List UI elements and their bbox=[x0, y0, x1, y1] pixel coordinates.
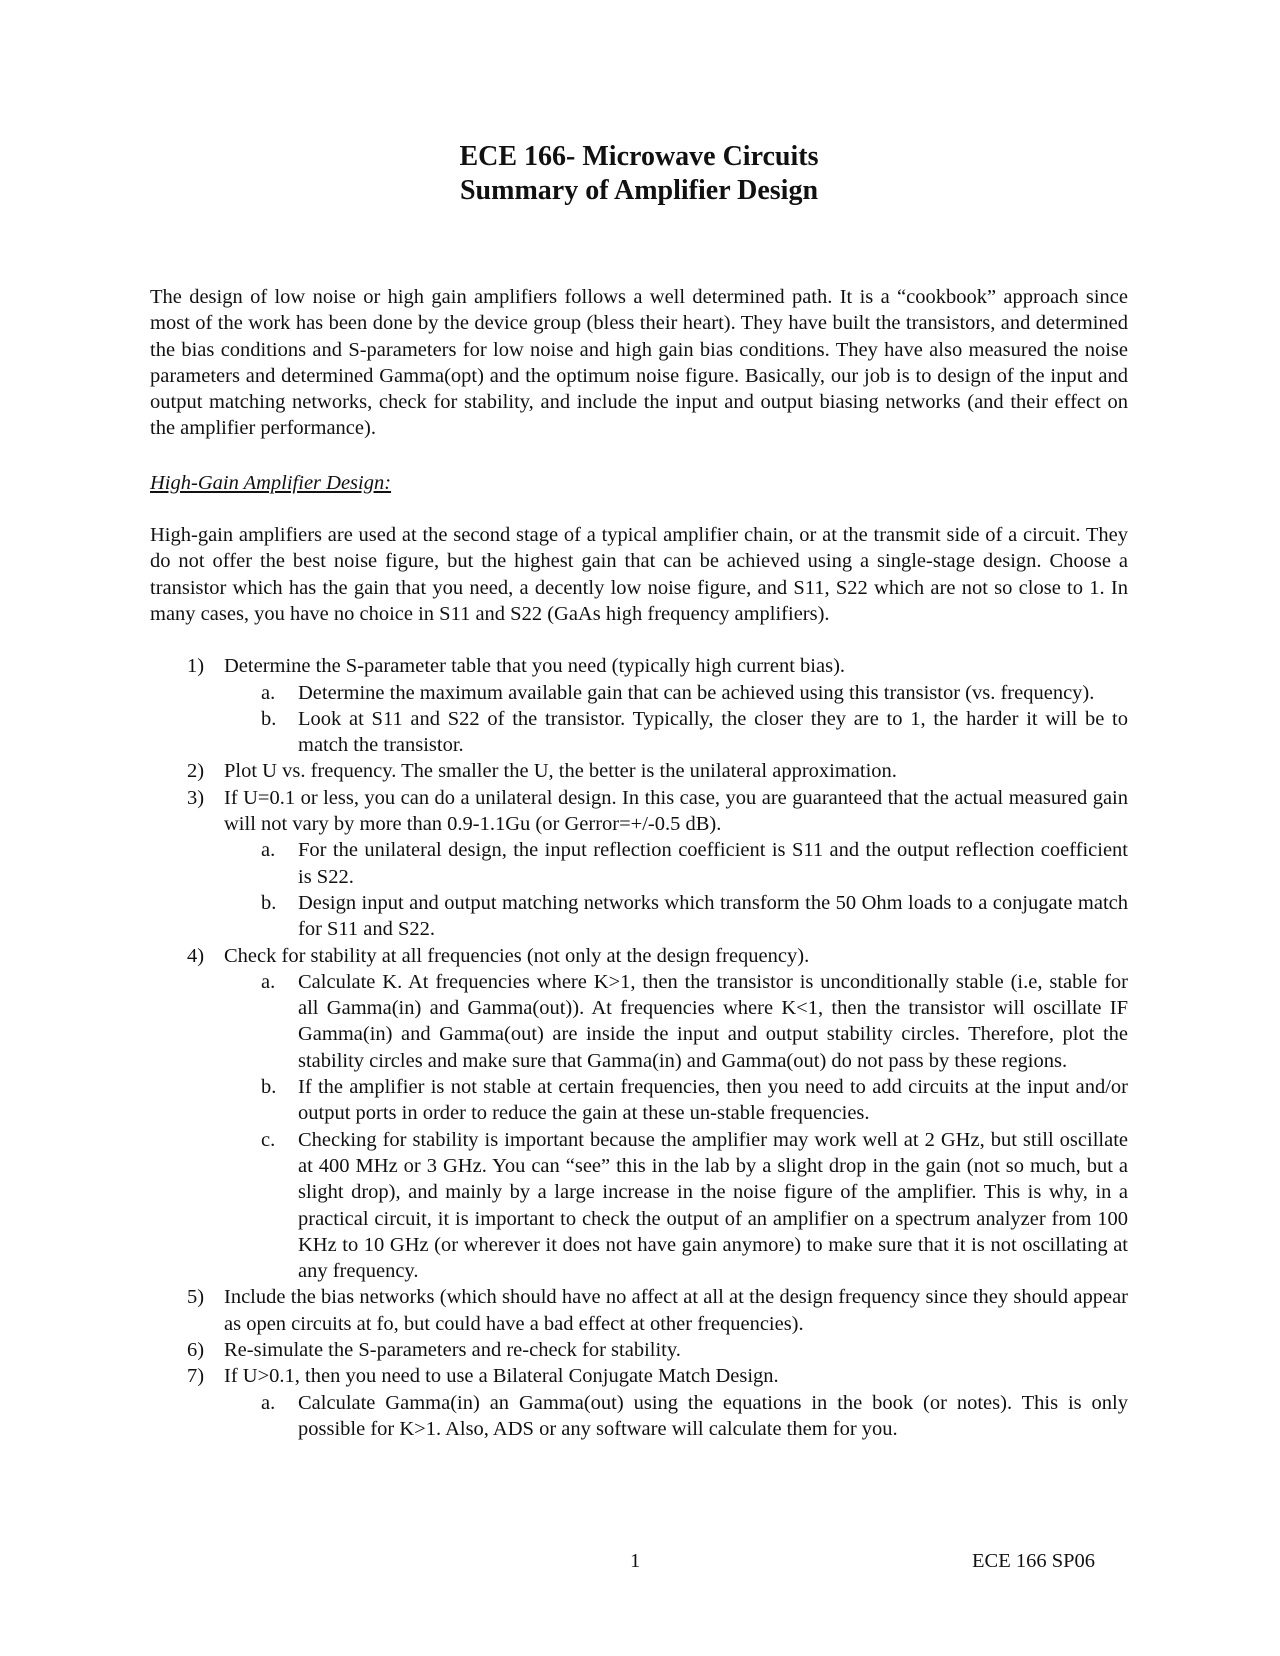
sub-step-letter: c. bbox=[261, 1128, 276, 1151]
step-item bbox=[150, 785, 1128, 943]
step-number: 2) bbox=[187, 760, 205, 783]
sub-step-item bbox=[223, 1074, 1128, 1127]
course-code: ECE 166 SP06 bbox=[972, 1550, 1096, 1572]
step-number: 5) bbox=[187, 1286, 205, 1309]
sub-step-item bbox=[223, 1127, 1128, 1285]
sub-step-letter: a. bbox=[261, 970, 276, 993]
sub-step-letter: b. bbox=[261, 707, 277, 730]
step-number: 6) bbox=[187, 1338, 205, 1361]
step-text: If U=0.1 or less, you can do a unilateral design. In this case, you are guaranteed that the actual measured gain will not vary by more than 0.9-1.1Gu (or Gerror=+/-0.5 dB). bbox=[224, 786, 1128, 836]
sub-step-text: For the unilateral design, the input reflection coefficient is S11 and the output reflection coefficient is S22. bbox=[298, 839, 1128, 888]
step-item bbox=[150, 1363, 1128, 1442]
sub-step-letter: a. bbox=[261, 1391, 276, 1414]
step-number: 1) bbox=[187, 655, 205, 678]
step-item bbox=[150, 943, 1128, 1285]
sub-step-text: Look at S11 and S22 of the transistor. Typically, the closer they are to 1, the harder it will be to match the transistor. bbox=[298, 707, 1128, 757]
document-title bbox=[150, 140, 1128, 208]
sub-step-text: Calculate K. At frequencies where K>1, then the transistor is unconditionally stable (i.e, stable for all Gamma(in) and Gamma(out)). At frequencies where K<1, then the transistor will oscillate IF Gamma(in) and Gamma(out) are inside the input and output stability circles. Therefore, plot the stability circles and make sure that Gamma(in) and Gamma(out) do not pass by these regions. bbox=[298, 970, 1128, 1072]
sub-step-list bbox=[224, 1390, 1128, 1443]
page-number: 1 bbox=[630, 1550, 641, 1572]
design-steps-list bbox=[150, 653, 1128, 1442]
section-intro-paragraph: High-gain amplifiers are used at the second stage of a typical amplifier chain, or at the transmit side of a circuit. They do not offer the best noise figure, but the highest gain that can be achieved using a single-stage design. Choose a transistor which has the gain that you need, a decently low noise figure, and S11, S22 which are not so close to 1. In many cases, you have no choice in S11 and S22 (GaAs high frequency amplifiers). bbox=[150, 524, 1128, 625]
sub-step-text: Determine the maximum available gain that can be achieved using this transistor (vs. frequency). bbox=[298, 681, 1095, 704]
title-line-1: ECE 166- Microwave Circuits bbox=[459, 141, 819, 172]
step-text: Plot U vs. frequency. The smaller the U, the better is the unilateral approximation. bbox=[224, 760, 897, 783]
sub-step-letter: a. bbox=[261, 681, 276, 704]
sub-step-list bbox=[224, 837, 1128, 942]
step-item bbox=[150, 758, 1128, 784]
sub-step-text: Checking for stability is important because the amplifier may work well at 2 GHz, but still oscillate at 400 MHz or 3 GHz. You can “see” this in the lab by a slight drop in the gain (not so much, but a slight drop), and mainly by a large increase in the noise figure of the amplifier. This is why, in a practical circuit, it is important to check the output of an amplifier on a spectrum analyzer from 100 KHz to 10 GHz (or wherever it does not have gain anymore) to make sure that it is not oscillating at any frequency. bbox=[298, 1128, 1128, 1283]
step-text: Check for stability at all frequencies (not only at the design frequency). bbox=[224, 944, 810, 967]
sub-step-item bbox=[223, 837, 1128, 890]
sub-step-item bbox=[223, 969, 1128, 1074]
sub-step-list bbox=[224, 969, 1128, 1285]
step-number: 4) bbox=[187, 944, 205, 967]
sub-step-letter: a. bbox=[261, 839, 276, 862]
step-text: Determine the S-parameter table that you need (typically high current bias). bbox=[224, 655, 846, 678]
sub-step-text: Calculate Gamma(in) an Gamma(out) using the equations in the book (or notes). This is only possible for K>1. Also, ADS or any software will calculate them for you. bbox=[298, 1391, 1128, 1440]
step-item bbox=[150, 653, 1128, 758]
step-number: 3) bbox=[187, 786, 205, 809]
sub-step-item bbox=[223, 1390, 1128, 1443]
sub-step-item bbox=[223, 706, 1128, 759]
step-item bbox=[150, 1284, 1128, 1337]
sub-step-text: Design input and output matching networks which transform the 50 Ohm loads to a conjugate match for S11 and S22. bbox=[298, 891, 1128, 941]
section-heading: High-Gain Amplifier Design: bbox=[150, 471, 392, 494]
intro-paragraph: The design of low noise or high gain amplifiers follows a well determined path. It is a “cookbook” approach since most of the work has been done by the device group (bless their heart). They have built the transistors, and determined the bias conditions and S-parameters for low noise and high gain bias conditions. They have also measured the noise parameters and determined Gamma(opt) and the optimum noise figure. Basically, our job is to design of the input and output matching networks, check for stability, and include the input and output biasing networks (and their effect on the amplifier performance). bbox=[150, 286, 1128, 440]
sub-step-list bbox=[224, 680, 1128, 759]
title-line-2: Summary of Amplifier Design bbox=[459, 175, 819, 206]
step-text: Include the bias networks (which should have no affect at all at the design frequency since they should appear as open circuits at fo, but could have a bad effect at other frequencies). bbox=[224, 1286, 1128, 1335]
document-page bbox=[150, 140, 1128, 1442]
step-text: Re-simulate the S-parameters and re-check for stability. bbox=[224, 1338, 681, 1361]
sub-step-text: If the amplifier is not stable at certain frequencies, then you need to add circuits at the input and/or output ports in order to reduce the gain at these un-stable frequencies. bbox=[298, 1076, 1128, 1125]
sub-step-item bbox=[223, 890, 1128, 943]
sub-step-item bbox=[223, 680, 1128, 706]
sub-step-letter: b. bbox=[261, 891, 277, 914]
step-text: If U>0.1, then you need to use a Bilateral Conjugate Match Design. bbox=[224, 1365, 779, 1388]
sub-step-letter: b. bbox=[261, 1076, 277, 1099]
step-item bbox=[150, 1337, 1128, 1363]
step-number: 7) bbox=[187, 1365, 205, 1388]
